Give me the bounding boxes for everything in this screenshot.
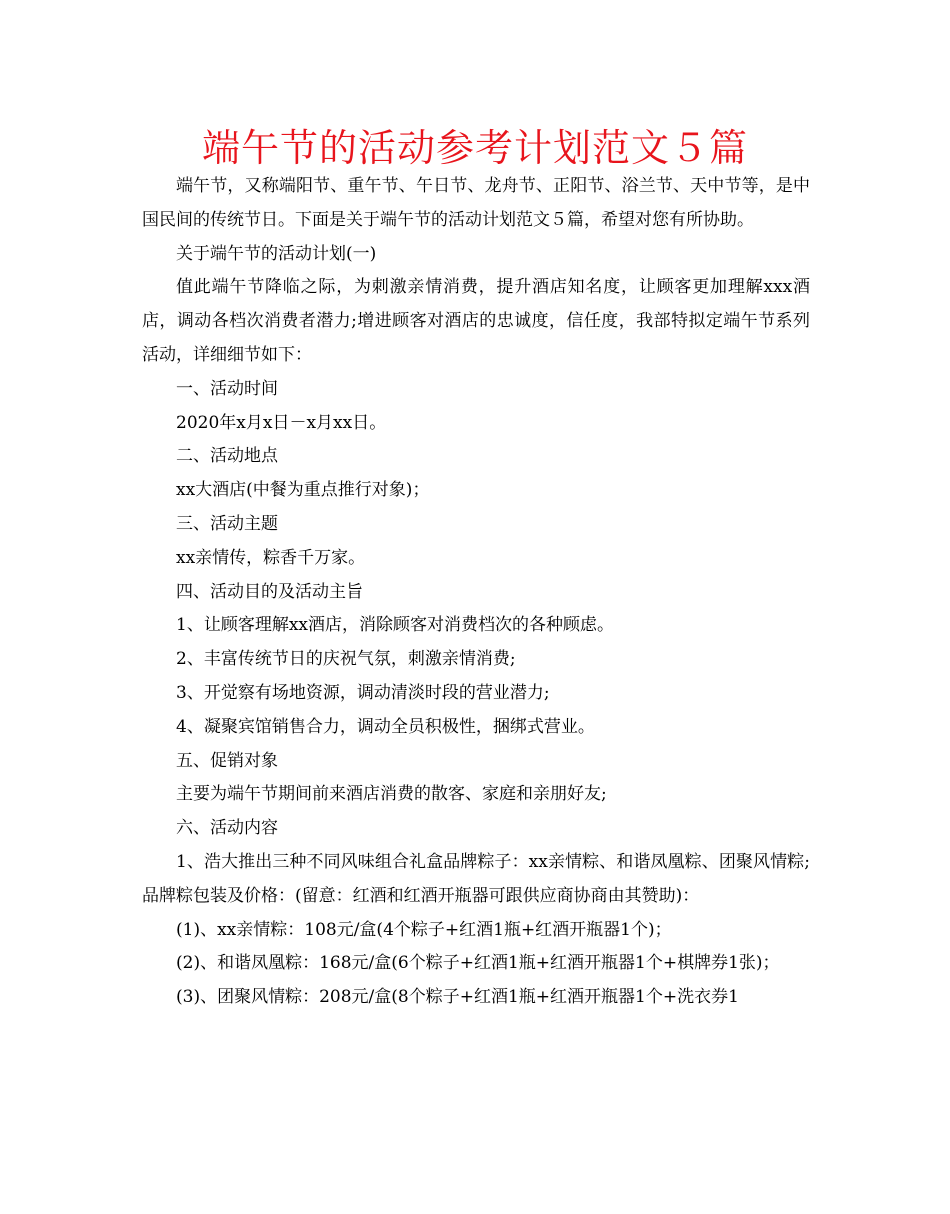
list-item-purpose-4: 4、凝聚宾馆销售合力，调动全员积极性，捆绑式营业。: [176, 716, 595, 737]
list-item-package-1: (1)、xx亲情粽：108元/盒(4个粽子+红酒1瓶+红酒开瓶器1个)；: [176, 919, 672, 940]
section-heading-content: 六、活动内容: [176, 818, 278, 839]
paragraph-target: 主要为端午节期间前来酒店消费的散客、家庭和亲朋好友;: [176, 784, 607, 805]
paragraph-time: 2020年x月x日－x月xx日。: [176, 412, 387, 433]
list-item-package-2: (2)、和谐凤凰粽：168元/盒(6个粽子+红酒1瓶+红酒开瓶器1个+棋牌券1张)；: [176, 953, 780, 974]
list-item-purpose-1: 1、让顾客理解xx酒店，消除顾客对消费档次的各种顾虑。: [176, 615, 614, 636]
paragraph-theme: xx亲情传，粽香千万家。: [176, 547, 366, 568]
list-item-package-3: (3)、团聚风情粽：208元/盒(8个粽子+红酒1瓶+红酒开瓶器1个+洗衣券1: [176, 987, 739, 1008]
list-item-content-1: 1、浩大推出三种不同风味组合礼盒品牌粽子：xx亲情粽、和谐凤凰粽、团聚风情粽;品牌粽包装及价格：(留意：红酒和红酒开瓶器可跟供应商协商由其赞助)：: [142, 851, 810, 906]
paragraph-location: xx大酒店(中餐为重点推行对象)；: [176, 480, 430, 501]
paragraph-plan-intro: 值此端午节降临之际，为刺激亲情消费，提升酒店知名度，让顾客更加理解xxx酒店，调动各档次消费者潜力;增进顾客对酒店的忠诚度，信任度，我部特拟定端午节系列活动，详细细节如下：: [142, 277, 810, 365]
list-item-purpose-2: 2、丰富传统节日的庆祝气氛，刺激亲情消费;: [176, 649, 516, 670]
paragraph-intro: 端午节，又称端阳节、重午节、午日节、龙舟节、正阳节、浴兰节、天中节等，是中国民间的传统节日。下面是关于端午节的活动计划范文５篇，希望对您有所协助。: [142, 176, 810, 230]
section-heading-purpose: 四、活动目的及活动主旨: [176, 581, 363, 602]
document-body: [142, 170, 810, 1015]
section-heading-theme: 三、活动主题: [176, 513, 278, 534]
document-title: 端午节的活动参考计划范文５篇: [201, 126, 748, 170]
list-item-purpose-3: 3、开觉察有场地资源，调动清淡时段的营业潜力;: [176, 682, 550, 703]
section-heading-location: 二、活动地点: [176, 446, 278, 467]
section-heading-target: 五、促销对象: [176, 750, 278, 771]
paragraph-plan-heading: 关于端午节的活动计划(一): [176, 243, 377, 264]
section-heading-time: 一、活动时间: [176, 378, 278, 399]
